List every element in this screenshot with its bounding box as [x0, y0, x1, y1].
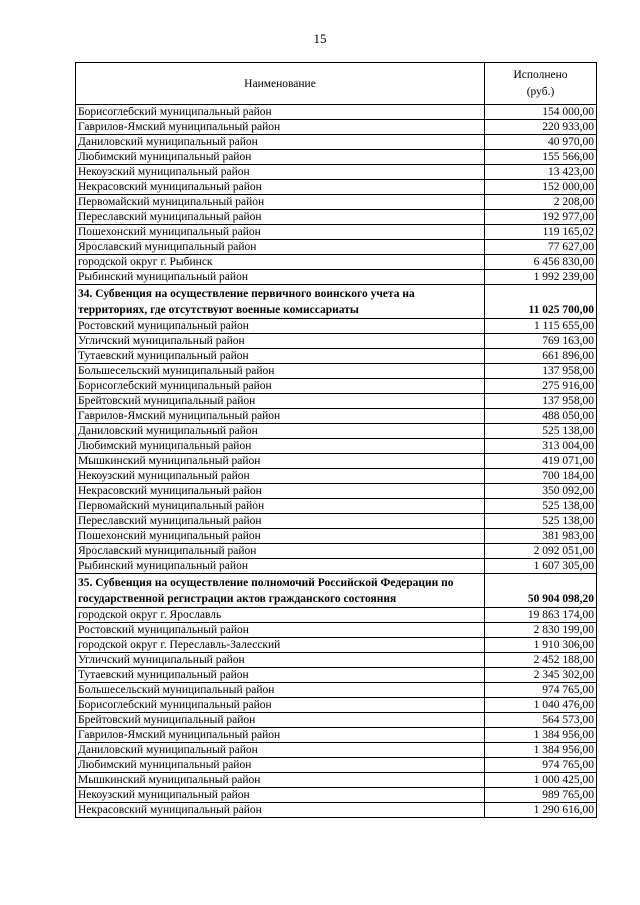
table-row: [76, 713, 597, 728]
row-name: Даниловский муниципальный район: [76, 135, 485, 150]
row-name: городской округ г. Рыбинск: [76, 255, 485, 270]
row-name: Некоузский муниципальный район: [76, 469, 485, 484]
table-row: [76, 270, 597, 285]
row-name: Ростовский муниципальный район: [76, 623, 485, 638]
row-name: Переславский муниципальный район: [76, 514, 485, 529]
row-name: Некрасовский муниципальный район: [76, 180, 485, 195]
row-name: Переславский муниципальный район: [76, 210, 485, 225]
row-name: Ярославский муниципальный район: [76, 544, 485, 559]
row-name: городской округ г. Переславль-Залесский: [76, 638, 485, 653]
page-number: 15: [313, 31, 327, 46]
table-row: [76, 394, 597, 409]
row-name: Тутаевский муниципальный район: [76, 668, 485, 683]
row-value: 137 958,00: [485, 364, 597, 379]
table-row: [76, 105, 597, 120]
table-row: [76, 334, 597, 349]
table-row: [76, 514, 597, 529]
row-value: 154 000,00: [485, 105, 597, 120]
table-row: [76, 439, 597, 454]
table-header-row: [76, 63, 597, 105]
row-name: Ярославский муниципальный район: [76, 240, 485, 255]
table-row: [76, 803, 597, 818]
table-row: [76, 773, 597, 788]
row-name: Большесельский муниципальный район: [76, 364, 485, 379]
table-row: [76, 210, 597, 225]
row-value: 152 000,00: [485, 180, 597, 195]
table-row: [76, 349, 597, 364]
row-name: Любимский муниципальный район: [76, 758, 485, 773]
table-row: [76, 608, 597, 623]
row-name: Угличский муниципальный район: [76, 653, 485, 668]
table-row: [76, 499, 597, 514]
row-value: 381 983,00: [485, 529, 597, 544]
row-name: Любимский муниципальный район: [76, 150, 485, 165]
row-name: городской округ г. Ярославль: [76, 608, 485, 623]
table-body: [76, 105, 597, 818]
table-row: [76, 225, 597, 240]
row-value: 2 830 199,00: [485, 623, 597, 638]
row-name: Брейтовский муниципальный район: [76, 394, 485, 409]
table-row: [76, 623, 597, 638]
row-value: 1 607 305,00: [485, 559, 597, 574]
row-name: Некоузский муниципальный район: [76, 165, 485, 180]
row-name: Даниловский муниципальный район: [76, 743, 485, 758]
row-value: 6 456 830,00: [485, 255, 597, 270]
row-name: Пошехонский муниципальный район: [76, 225, 485, 240]
table-row: [76, 638, 597, 653]
row-value: 525 138,00: [485, 514, 597, 529]
table-row: [76, 559, 597, 574]
row-value: 419 071,00: [485, 454, 597, 469]
table-row: [76, 469, 597, 484]
row-value: 1 384 956,00: [485, 728, 597, 743]
section-row: [76, 574, 597, 608]
row-name: Первомайский муниципальный район: [76, 195, 485, 210]
table-row: [76, 758, 597, 773]
row-name: Борисоглебский муниципальный район: [76, 698, 485, 713]
row-name: Мышкинский муниципальный район: [76, 773, 485, 788]
row-value: 1 910 306,00: [485, 638, 597, 653]
table-row: [76, 698, 597, 713]
row-value: 974 765,00: [485, 758, 597, 773]
row-name: Первомайский муниципальный район: [76, 499, 485, 514]
row-value: 564 573,00: [485, 713, 597, 728]
section-title: 34. Субвенция на осуществление первичного воинского учета на территориях, где отсутствуют военные комиссариаты: [76, 285, 485, 319]
row-value: 40 970,00: [485, 135, 597, 150]
header-value-line1: Исполнено: [513, 68, 568, 81]
row-value: 1 040 476,00: [485, 698, 597, 713]
table-row: [76, 379, 597, 394]
row-name: Некрасовский муниципальный район: [76, 803, 485, 818]
table-row: [76, 409, 597, 424]
table-row: [76, 683, 597, 698]
row-value: 974 765,00: [485, 683, 597, 698]
row-value: 119 165,02: [485, 225, 597, 240]
row-value: 77 627,00: [485, 240, 597, 255]
row-name: Рыбинский муниципальный район: [76, 270, 485, 285]
table-row: [76, 240, 597, 255]
row-value: 700 184,00: [485, 469, 597, 484]
table-row: [76, 788, 597, 803]
table-row: [76, 484, 597, 499]
table-row: [76, 195, 597, 210]
row-value: 313 004,00: [485, 439, 597, 454]
row-value: 1 000 425,00: [485, 773, 597, 788]
row-name: Ростовский муниципальный район: [76, 319, 485, 334]
row-value: 769 163,00: [485, 334, 597, 349]
row-value: 275 916,00: [485, 379, 597, 394]
table-row: [76, 165, 597, 180]
row-name: Мышкинский муниципальный район: [76, 454, 485, 469]
row-value: 2 208,00: [485, 195, 597, 210]
table-row: [76, 255, 597, 270]
table-row: [76, 120, 597, 135]
section-total: 11 025 700,00: [485, 285, 597, 319]
table-row: [76, 364, 597, 379]
table-row: [76, 728, 597, 743]
table-row: [76, 180, 597, 195]
row-name: Большесельский муниципальный район: [76, 683, 485, 698]
table-row: [76, 544, 597, 559]
table-row: [76, 135, 597, 150]
row-value: 1 290 616,00: [485, 803, 597, 818]
table-row: [76, 529, 597, 544]
row-value: 989 765,00: [485, 788, 597, 803]
table-row: [76, 653, 597, 668]
row-value: 525 138,00: [485, 424, 597, 439]
row-name: Любимский муниципальный район: [76, 439, 485, 454]
row-name: Пошехонский муниципальный район: [76, 529, 485, 544]
row-name: Гаврилов-Ямский муниципальный район: [76, 728, 485, 743]
table-row: [76, 743, 597, 758]
row-value: 220 933,00: [485, 120, 597, 135]
row-name: Брейтовский муниципальный район: [76, 713, 485, 728]
row-value: 488 050,00: [485, 409, 597, 424]
section-title: 35. Субвенция на осуществление полномочий Российской Федерации по государственной регистрации актов гражданского состояния: [76, 574, 485, 608]
row-value: 1 115 655,00: [485, 319, 597, 334]
row-name: Некрасовский муниципальный район: [76, 484, 485, 499]
row-value: 350 092,00: [485, 484, 597, 499]
row-value: 1 992 239,00: [485, 270, 597, 285]
section-row: [76, 285, 597, 319]
row-name: Угличский муниципальный район: [76, 334, 485, 349]
row-value: 13 423,00: [485, 165, 597, 180]
table-row: [76, 454, 597, 469]
row-value: 1 384 956,00: [485, 743, 597, 758]
row-value: 2 452 188,00: [485, 653, 597, 668]
table-row: [76, 668, 597, 683]
section-total: 50 904 098,20: [485, 574, 597, 608]
row-name: Гаврилов-Ямский муниципальный район: [76, 120, 485, 135]
header-name: Наименование: [76, 63, 485, 105]
row-value: 19 863 174,00: [485, 608, 597, 623]
table-row: [76, 150, 597, 165]
header-value: [485, 63, 597, 105]
row-name: Гаврилов-Ямский муниципальный район: [76, 409, 485, 424]
row-value: 2 345 302,00: [485, 668, 597, 683]
row-name: Рыбинский муниципальный район: [76, 559, 485, 574]
row-value: 137 958,00: [485, 394, 597, 409]
row-name: Некоузский муниципальный район: [76, 788, 485, 803]
header-value-line2: (руб.): [526, 85, 555, 98]
budget-table: [75, 62, 597, 818]
row-value: 155 566,00: [485, 150, 597, 165]
table-row: [76, 424, 597, 439]
row-name: Тутаевский муниципальный район: [76, 349, 485, 364]
row-name: Борисоглебский муниципальный район: [76, 379, 485, 394]
row-value: 525 138,00: [485, 499, 597, 514]
row-value: 661 896,00: [485, 349, 597, 364]
row-name: Борисоглебский муниципальный район: [76, 105, 485, 120]
row-value: 2 092 051,00: [485, 544, 597, 559]
row-name: Даниловский муниципальный район: [76, 424, 485, 439]
table-row: [76, 319, 597, 334]
row-value: 192 977,00: [485, 210, 597, 225]
